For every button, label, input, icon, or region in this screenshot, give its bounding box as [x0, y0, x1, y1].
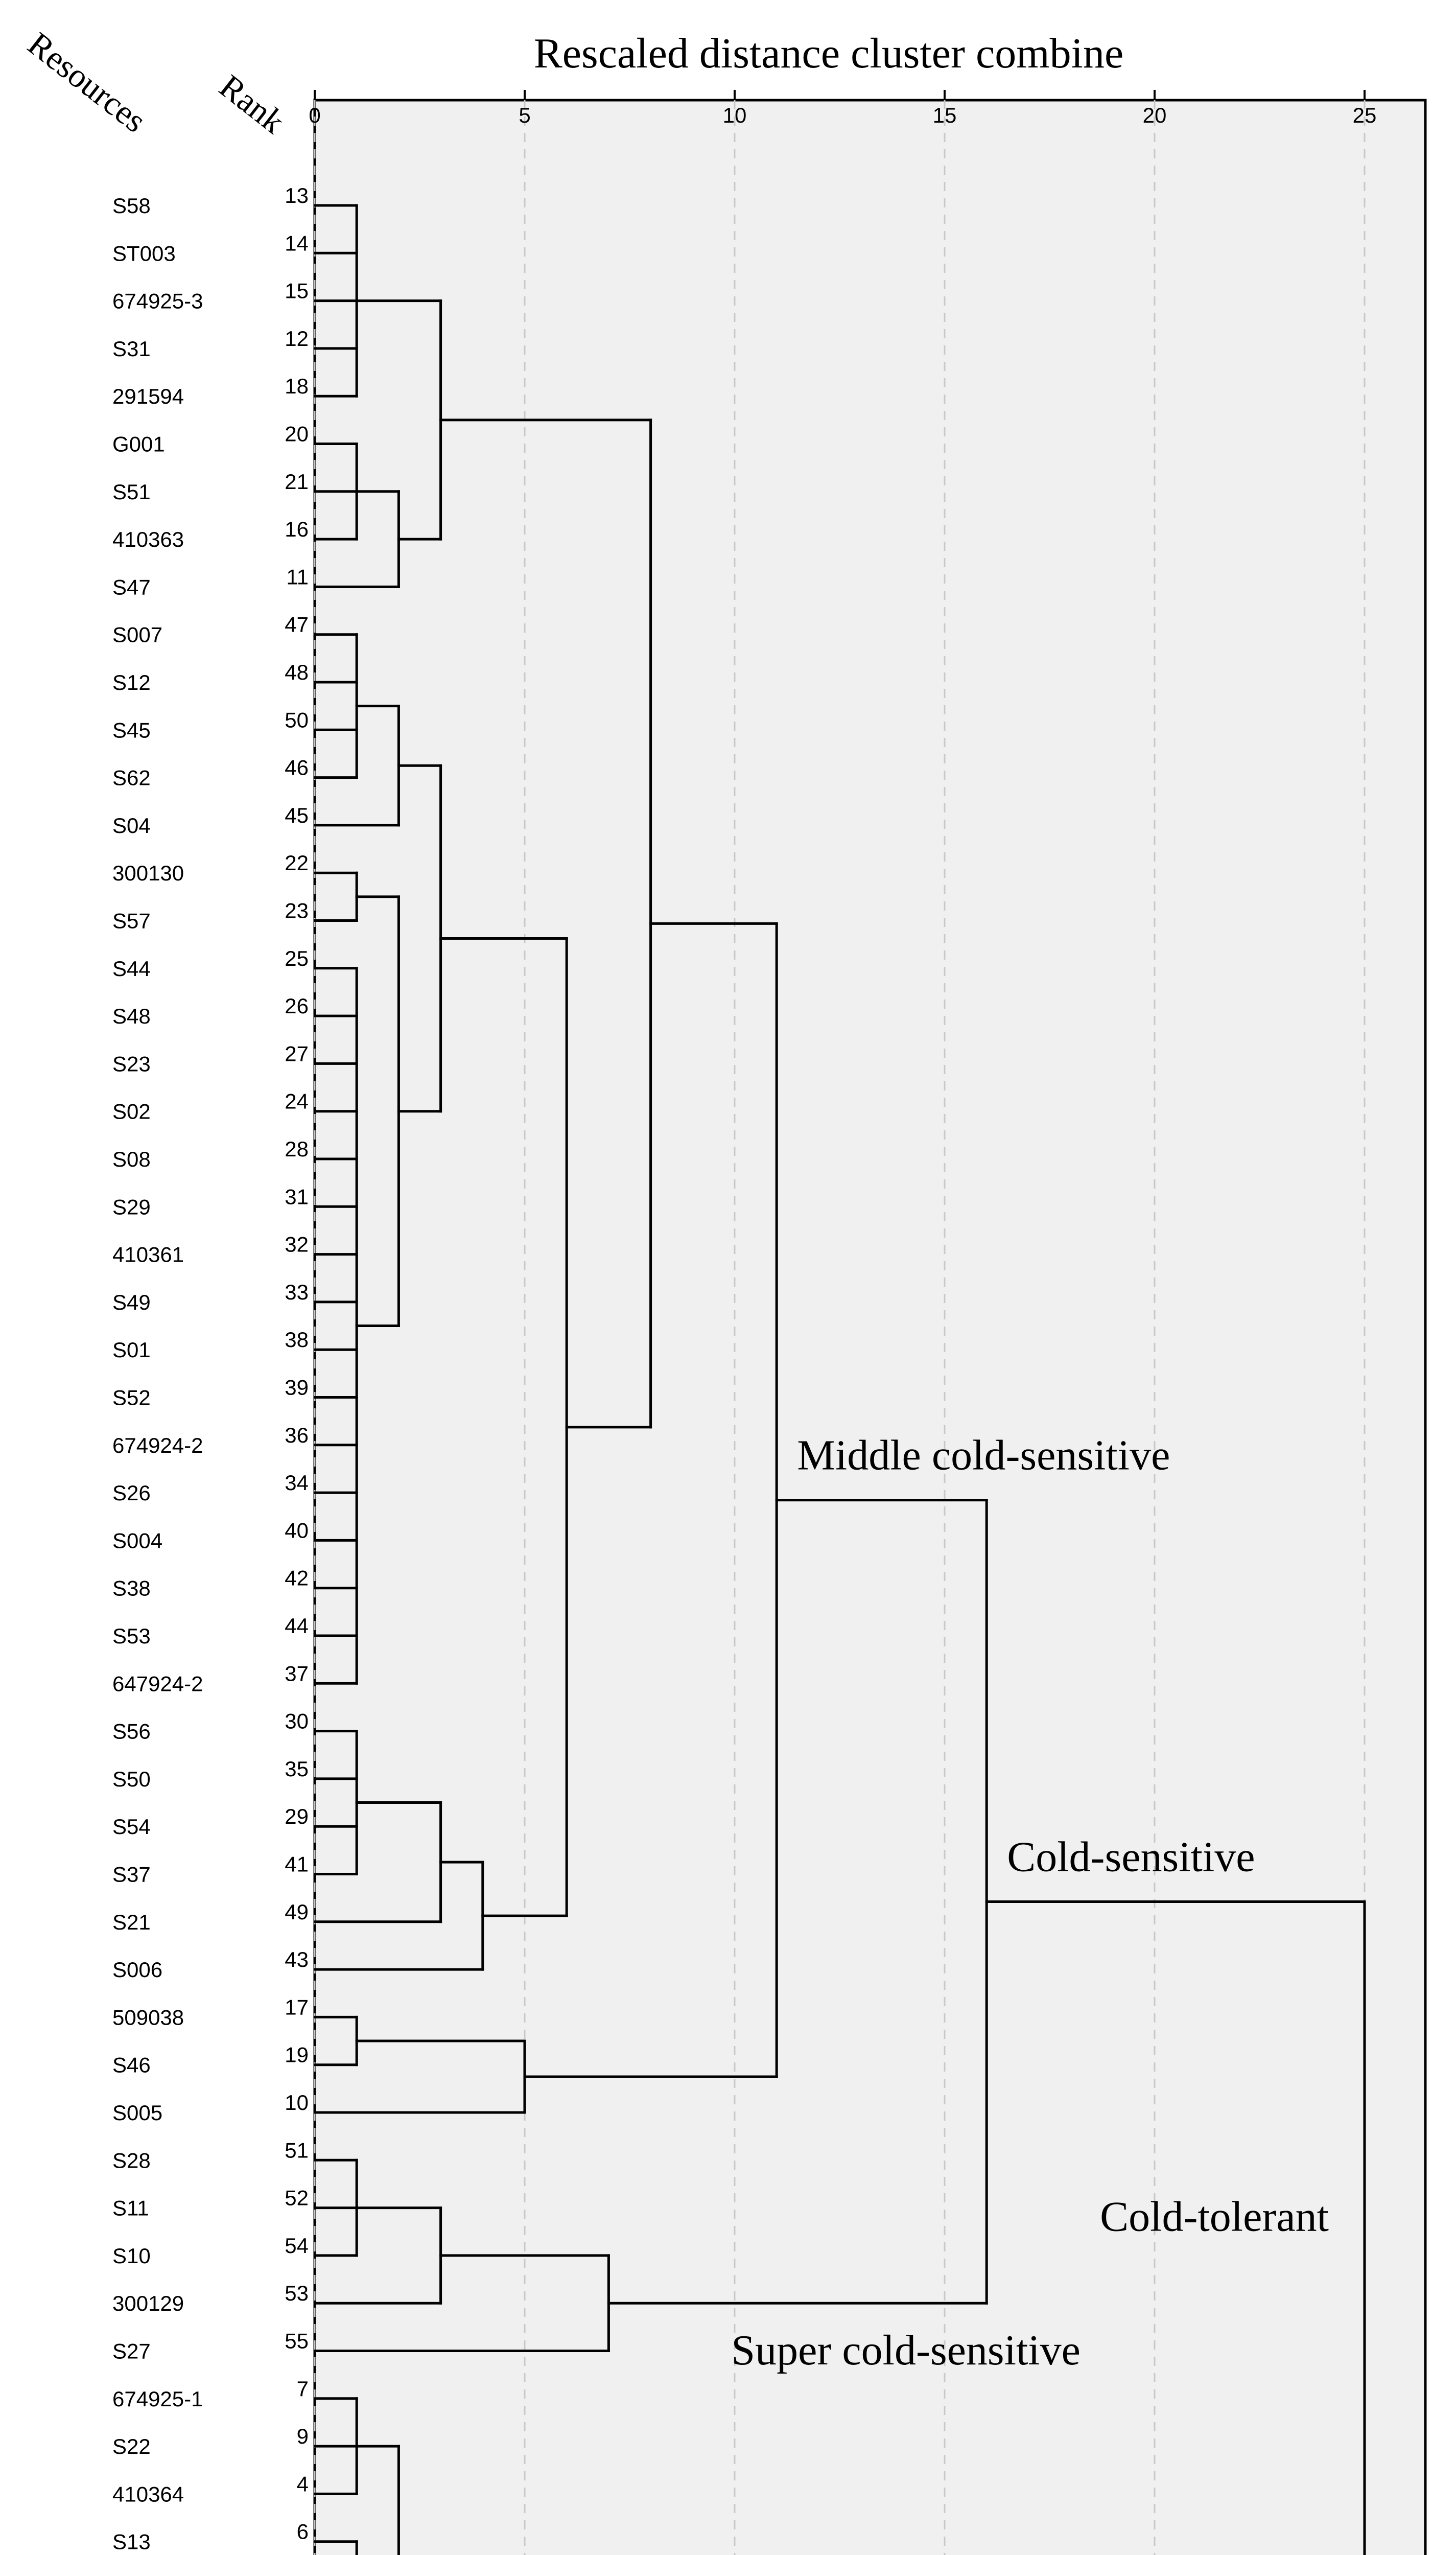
rank-label: 51 [285, 2138, 309, 2163]
rank-label: 17 [285, 1995, 309, 2019]
resource-label: S44 [112, 956, 151, 981]
rank-label: 25 [285, 946, 309, 970]
resource-label: S27 [112, 2339, 151, 2363]
resource-label: S006 [112, 1958, 163, 1982]
resource-label: S01 [112, 1338, 151, 1362]
x-tick-label: 25 [1352, 103, 1377, 127]
rank-label: 34 [285, 1471, 309, 1495]
resource-label: S45 [112, 718, 151, 742]
rank-header: Rank [212, 67, 292, 141]
x-tick-label: 0 [309, 103, 321, 127]
resource-label: S50 [112, 1767, 151, 1791]
rank-label: 55 [285, 2329, 309, 2353]
leaf-labels [112, 183, 309, 2555]
resource-label: S10 [112, 2243, 151, 2268]
resource-label: S28 [112, 2148, 151, 2173]
rank-label: 50 [285, 708, 309, 732]
cluster-annotation: Cold-sensitive [1007, 1833, 1255, 1881]
rank-label: 45 [285, 803, 309, 827]
rank-label: 27 [285, 1041, 309, 1066]
rank-label: 52 [285, 2186, 309, 2210]
resource-label: S12 [112, 670, 151, 694]
resource-label: S48 [112, 1004, 151, 1029]
resource-label: S29 [112, 1195, 151, 1219]
rank-label: 31 [285, 1184, 309, 1209]
rank-label: 13 [285, 183, 309, 207]
rank-label: 53 [285, 2281, 309, 2306]
rank-label: 42 [285, 1566, 309, 1590]
cluster-annotation: Cold-tolerant [1100, 2193, 1329, 2241]
rank-label: 18 [285, 374, 309, 399]
resource-label: S53 [112, 1624, 151, 1648]
resource-label: S38 [112, 1576, 151, 1600]
rank-label: 9 [296, 2424, 309, 2449]
resource-label: S49 [112, 1290, 151, 1314]
rank-label: 11 [286, 565, 309, 589]
rank-label: 48 [285, 660, 309, 684]
resource-label: 300130 [112, 861, 184, 886]
resource-label: S31 [112, 336, 151, 361]
rank-label: 32 [285, 1232, 309, 1257]
plot-area [315, 100, 1425, 2555]
resource-label: S57 [112, 909, 151, 933]
resource-label: 410361 [112, 1242, 184, 1267]
rank-label: 28 [285, 1137, 309, 1161]
resource-label: 674925-1 [112, 2386, 203, 2411]
rank-label: 38 [285, 1328, 309, 1352]
rank-label: 16 [285, 517, 309, 542]
resource-label: S47 [112, 575, 151, 599]
rank-label: 44 [285, 1614, 309, 1638]
resource-label: S004 [112, 1528, 163, 1553]
rank-label: 49 [285, 1899, 309, 1924]
resource-label: 291594 [112, 384, 184, 409]
rank-label: 10 [285, 2091, 309, 2115]
resource-label: 647924-2 [112, 1671, 203, 1696]
resource-label: S52 [112, 1385, 151, 1410]
rank-label: 6 [296, 2519, 309, 2544]
cluster-annotation: Middle cold-sensitive [797, 1431, 1170, 1479]
resource-label: S26 [112, 1481, 151, 1505]
resources-header: Resources [20, 25, 153, 140]
resource-label: ST003 [112, 241, 176, 266]
resource-label: 300129 [112, 2291, 184, 2316]
resource-label: S62 [112, 765, 151, 790]
resource-label: S58 [112, 194, 151, 218]
rank-label: 22 [285, 851, 309, 875]
resource-label: S08 [112, 1147, 151, 1171]
rank-label: 33 [285, 1280, 309, 1304]
resource-label: S23 [112, 1052, 151, 1076]
rank-label: 41 [285, 1852, 309, 1876]
rank-label: 29 [285, 1804, 309, 1829]
rank-label: 23 [285, 898, 309, 923]
resource-label: S21 [112, 1910, 151, 1934]
resource-label: S22 [112, 2434, 151, 2459]
rank-label: 43 [285, 1947, 309, 1972]
rank-label: 26 [285, 994, 309, 1018]
x-tick-label: 5 [519, 103, 531, 127]
rank-label: 36 [285, 1423, 309, 1447]
resource-label: S51 [112, 479, 151, 504]
resource-label: S02 [112, 1099, 151, 1124]
rank-label: 46 [285, 755, 309, 780]
rank-label: 12 [285, 326, 309, 351]
resource-label: 410363 [112, 527, 184, 552]
rank-label: 20 [285, 422, 309, 446]
resource-label: G001 [112, 432, 165, 456]
resource-label: S56 [112, 1719, 151, 1744]
x-tick-label: 20 [1142, 103, 1167, 127]
resource-label: 674924-2 [112, 1433, 203, 1457]
resource-label: S007 [112, 622, 163, 647]
rank-label: 40 [285, 1518, 309, 1543]
resource-label: S46 [112, 2053, 151, 2077]
resource-label: S005 [112, 2101, 163, 2125]
rank-label: 39 [285, 1375, 309, 1400]
resource-label: S11 [112, 2196, 149, 2220]
rank-label: 4 [296, 2472, 309, 2496]
chart-title: Rescaled distance cluster combine [533, 30, 1124, 77]
resource-label: S54 [112, 1815, 151, 1839]
rank-label: 37 [285, 1661, 309, 1686]
rank-label: 24 [285, 1089, 309, 1113]
rank-label: 30 [285, 1709, 309, 1733]
rank-label: 54 [285, 2233, 309, 2258]
rank-label: 19 [285, 2042, 309, 2067]
x-tick-label: 10 [722, 103, 747, 127]
rank-label: 7 [296, 2376, 309, 2401]
rank-label: 14 [285, 231, 309, 256]
resource-label: 410364 [112, 2482, 184, 2506]
cluster-annotation: Super cold-sensitive [731, 2327, 1081, 2375]
rank-label: 15 [285, 278, 309, 303]
resource-label: S37 [112, 1862, 151, 1887]
rank-label: 21 [285, 469, 309, 494]
resource-label: 674925-3 [112, 289, 203, 313]
resource-label: S13 [112, 2529, 151, 2554]
resource-label: S04 [112, 813, 151, 838]
resource-label: 509038 [112, 2005, 184, 2030]
rank-label: 35 [285, 1756, 309, 1781]
rank-label: 47 [285, 612, 309, 637]
x-tick-label: 15 [932, 103, 957, 127]
